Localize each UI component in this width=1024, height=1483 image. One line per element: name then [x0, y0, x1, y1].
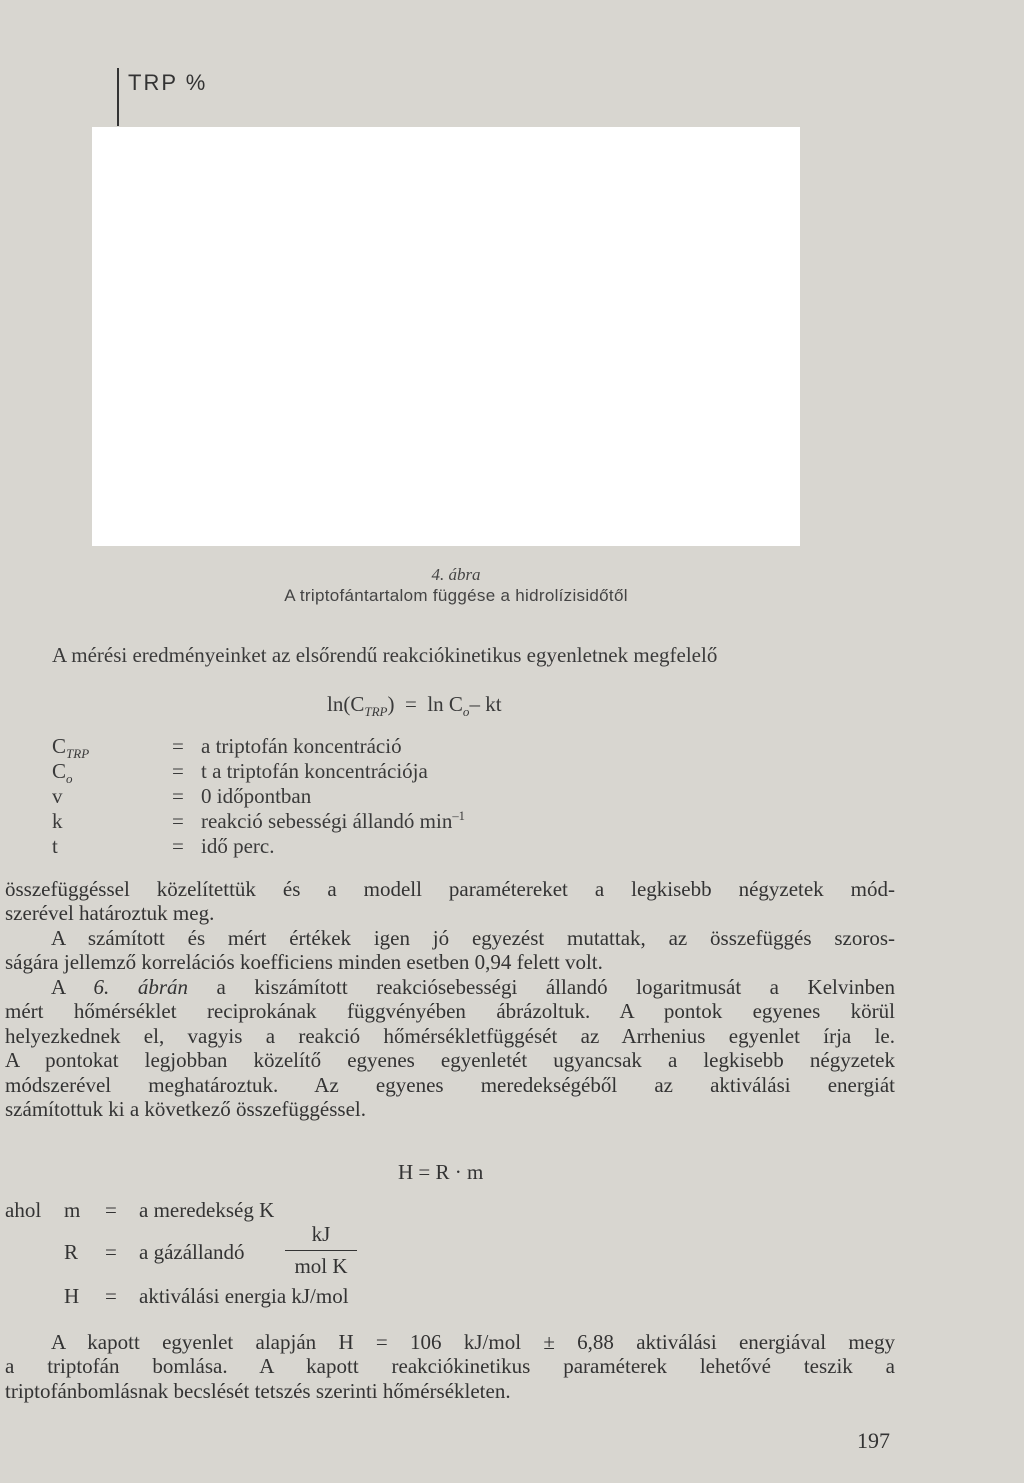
where-sym-h: H [64, 1284, 80, 1308]
def-text-co: t a triptofán koncentrációja [201, 759, 428, 783]
paragraph-line: A 6. ábrán a kiszámított reakciósebességi állandó logaritmusát a Kelvinben [51, 975, 895, 999]
paragraph-line: A számított és mért értékek igen jó egyezést mutattak, az összefüggés szoros- [51, 926, 895, 950]
paragraph-line: triptofánbomlásnak becslését tetszés szerinti hőmérsékleten. [5, 1378, 511, 1403]
paragraph-4 [5, 1330, 895, 1403]
def-symbol-v: v [52, 784, 63, 808]
figure-caption-number: 4. ábra [431, 565, 481, 584]
fraction-bar [285, 1250, 357, 1251]
paragraph-line: számítottuk ki a következő összefüggéssel. [5, 1096, 366, 1121]
equation-2: H = R · m [398, 1160, 484, 1184]
where-sym-m: m [64, 1198, 81, 1222]
def-equals: = [172, 809, 184, 833]
eq1-rhs-sub: o [462, 704, 470, 720]
where-equals: = [105, 1198, 117, 1222]
where-text-h: aktiválási energia kJ/mol [139, 1284, 349, 1308]
figure-image-area [92, 127, 800, 546]
paragraph-line: szerével határoztuk meg. [5, 901, 215, 926]
paragraph-line: A kapott egyenlet alapján H = 106 kJ/mol ± 6,88 aktiválási energiával megy [51, 1330, 895, 1354]
def-symbol-ctrp: $C_{TRP}$ [52, 734, 90, 762]
def-text-ctrp: a triptofán koncentráció [201, 734, 402, 758]
intro-line: A mérési eredményeinket az elsőrendű reakciókinetikus egyenletnek megfelelő [52, 643, 718, 667]
def-symbol-k: k [52, 809, 63, 833]
where-text-m: a meredekség K [139, 1198, 275, 1222]
fraction-kj-per-mol-k [285, 1222, 357, 1279]
paragraph-1 [5, 877, 895, 926]
where-equals: = [105, 1284, 117, 1308]
fraction-numerator: kJ [311, 1222, 331, 1246]
eq1-lhs-prefix: ln(C [327, 692, 365, 716]
def-equals: = [172, 734, 184, 758]
y-axis-line [117, 68, 119, 126]
page-number: 197 [857, 1428, 890, 1453]
def-text-v: 0 időpontban [201, 784, 312, 808]
eq1-rhs-prefix: ln C [427, 692, 463, 716]
fraction-denominator: mol K [294, 1254, 348, 1278]
def-text-t: idő perc. [201, 834, 275, 858]
def-equals: = [172, 784, 184, 808]
y-axis-label: TRP % [128, 70, 208, 95]
def-equals: = [172, 759, 184, 783]
paragraph-2 [5, 926, 895, 975]
figure-caption-title: A triptofántartalom függése a hidrolízisidőtől [284, 586, 628, 605]
where-sym-r: R [64, 1240, 79, 1264]
where-text-r: a gázállandó [139, 1240, 245, 1264]
eq1-equals: = [404, 692, 417, 716]
paragraph-line: helyezkednek el, vagyis a reakció hőmérsékletfüggését az Arrhenius egyenlet írja le. [5, 1023, 895, 1048]
def-equals: = [172, 834, 184, 858]
paragraph-3 [5, 975, 895, 1121]
where-word: ahol [5, 1198, 42, 1222]
def-symbol-t: t [52, 834, 58, 858]
paragraph-line: módszerével meghatároztuk. Az egyenes meredekségéből az aktiválási energiát [5, 1072, 895, 1097]
def-text-k: reakció sebességi állandó $\min^{-1}$ [201, 809, 465, 833]
eq1-lhs-sub: TRP [364, 704, 388, 720]
paragraph-line: A pontokat legjobban közelítő egyenes egyenletét ugyancsak a legkisebb négyzetek [5, 1048, 895, 1073]
paragraph-line: mért hőmérséklet reciprokának függvényében ábrázoltuk. A pontok egyenes körül [5, 999, 895, 1024]
where-equals: = [105, 1240, 117, 1264]
paragraph-line: ságára jellemző korrelációs koefficiens minden esetben 0,94 felett volt. [5, 950, 603, 975]
paragraph-line: a triptofán bomlása. A kapott reakciókinetikus paraméterek lehetővé teszik a [5, 1354, 895, 1379]
eq1-lhs-suffix: ) [387, 692, 395, 716]
equation-1 [327, 692, 502, 720]
eq1-rhs-suffix: – kt [469, 692, 502, 716]
def-symbol-co: $C_o$ [52, 759, 73, 787]
paragraph-line: összefüggéssel közelítettük és a modell paramétereket a legkisebb négyzetek mód- [5, 877, 895, 901]
